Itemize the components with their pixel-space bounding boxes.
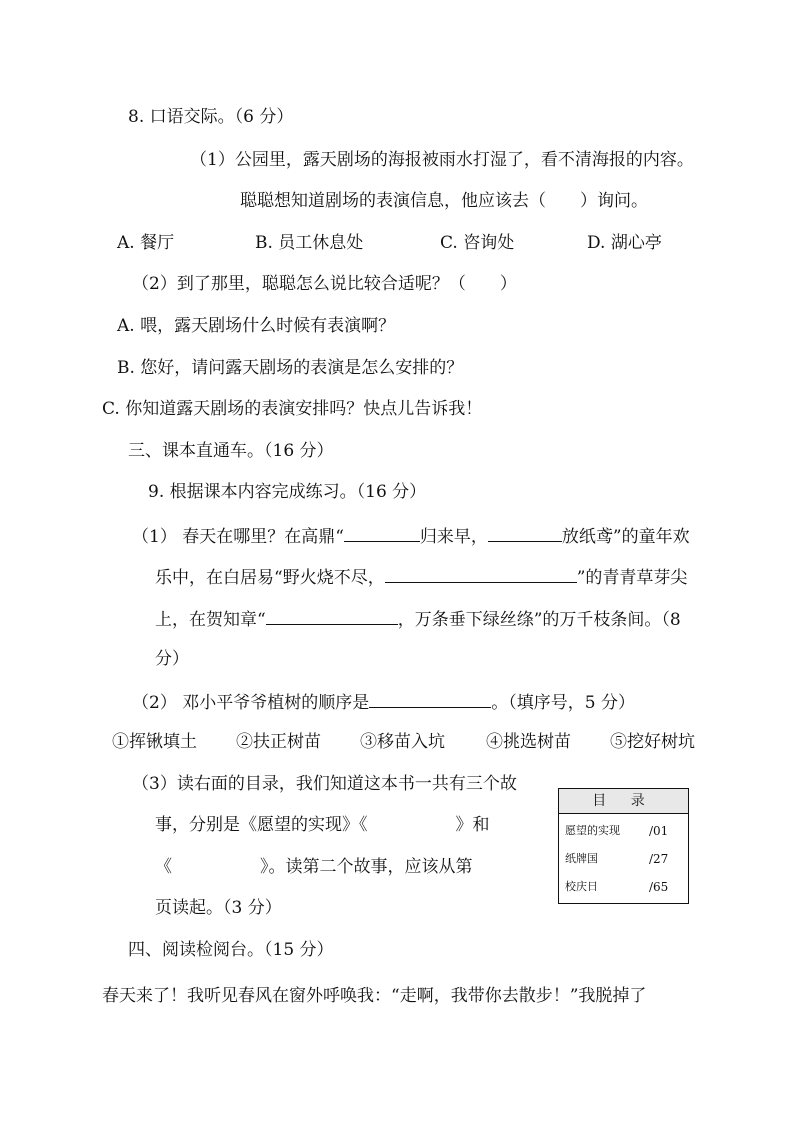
toc-item-name: 愿望的实现 bbox=[565, 824, 620, 837]
step-4: ④挑选树苗 bbox=[486, 732, 571, 752]
q8-option-c: C. 咨询处 bbox=[440, 233, 515, 253]
toc-item-page: /01 bbox=[649, 824, 669, 838]
step-1: ①挥锹填土 bbox=[112, 732, 197, 752]
q9-part1-text-e: ”的青青草芽尖 bbox=[576, 568, 688, 588]
q9-part2-line bbox=[132, 689, 635, 714]
q9-part3-text-c: 》和 bbox=[455, 815, 490, 835]
q9-part1-line2 bbox=[155, 564, 687, 589]
q8-answer-b: B. 您好，请问露天剧场的表演是怎么安排的？ bbox=[117, 358, 464, 378]
q8-option-b: B. 员工休息处 bbox=[255, 233, 364, 253]
fill-blank-4[interactable] bbox=[266, 606, 398, 625]
q9-part3-line4: 页读起。（3 分） bbox=[155, 898, 282, 918]
q9-part1-line4: 分） bbox=[155, 649, 189, 669]
q9-part3-text-d: 《 bbox=[155, 857, 172, 877]
toc-item-name: 纸牌国 bbox=[565, 852, 598, 865]
fill-blank-5[interactable] bbox=[369, 689, 491, 708]
q8-part1-line1: （1）公园里，露天剧场的海报被雨水打湿了，看不清海报的内容。 bbox=[190, 150, 694, 170]
toc-item-page: /65 bbox=[649, 880, 669, 894]
toc-item-name: 校庆日 bbox=[565, 880, 598, 893]
q9-part1-text-b: 归来早， bbox=[419, 527, 488, 547]
q9-part3-text-b: 事，分别是《愿望的实现》《 bbox=[155, 815, 368, 835]
q8-option-d: D. 湖心亭 bbox=[587, 233, 662, 253]
fill-blank-1[interactable] bbox=[344, 523, 420, 542]
q9-part2-text-b: 。（填序号，5 分） bbox=[491, 693, 635, 713]
q9-part1-text-d: 乐中，在白居易“野火烧不尽， bbox=[155, 568, 385, 588]
q9-part3-line2 bbox=[155, 814, 490, 836]
q9-part3-line3 bbox=[155, 856, 473, 878]
q9-part1-line3 bbox=[155, 606, 681, 631]
q8-answer-a: A. 喂，露天剧场什么时候有表演啊？ bbox=[117, 316, 396, 336]
q9-part2-text-a: （2） 邓小平爷爷植树的顺序是 bbox=[132, 693, 370, 713]
step-2: ②扶正树苗 bbox=[236, 732, 321, 752]
section4-title: 四、阅读检阅台。（15 分） bbox=[128, 940, 334, 960]
q8-part1-line2: 聪聪想知道剧场的表演信息，他应该去（ ）询问。 bbox=[240, 191, 648, 211]
q9-part1-text-c: 放纸鸢”的童年欢 bbox=[561, 527, 690, 547]
section3-title: 三、课本直通车。（16 分） bbox=[128, 441, 334, 461]
table-of-contents bbox=[558, 788, 689, 904]
fill-blank-2[interactable] bbox=[488, 523, 562, 542]
step-5: ⑤挖好树坑 bbox=[610, 732, 695, 752]
q8-answer-c: C. 你知道露天剧场的表演安排吗？快点儿告诉我！ bbox=[102, 399, 483, 419]
toc-title: 目 录 bbox=[559, 789, 688, 814]
q9-part1-text-a: （1） 春天在哪里？在高鼎“ bbox=[132, 527, 344, 547]
q8-option-a: A. 餐厅 bbox=[117, 233, 175, 253]
q8-title: 8. 口语交际。（6 分） bbox=[128, 107, 294, 127]
q9-title: 9. 根据课本内容完成练习。（16 分） bbox=[148, 482, 427, 502]
fill-blank-3[interactable] bbox=[385, 564, 577, 583]
q9-part3-line1: （3）读右面的目录，我们知道这本书一共有三个故 bbox=[132, 774, 517, 794]
q9-part1-text-g: ，万条垂下绿丝绦”的万千枝条间。（8 bbox=[397, 610, 681, 630]
q9-part1-text-f: 上，在贺知章“ bbox=[155, 610, 266, 630]
q9-part1-line1 bbox=[132, 523, 690, 548]
q9-part3-text-e: 》。读第二个故事，应该从第 bbox=[260, 857, 473, 877]
step-3: ③移苗入坑 bbox=[360, 732, 445, 752]
q8-part2: （2）到了那里，聪聪怎么说比较合适呢？（ ） bbox=[132, 274, 517, 294]
toc-item-page: /27 bbox=[649, 852, 669, 866]
reading-passage: 春天来了！我听见春风在窗外呼唤我：“走啊，我带你去散步！”我脱掉了 bbox=[102, 986, 647, 1006]
